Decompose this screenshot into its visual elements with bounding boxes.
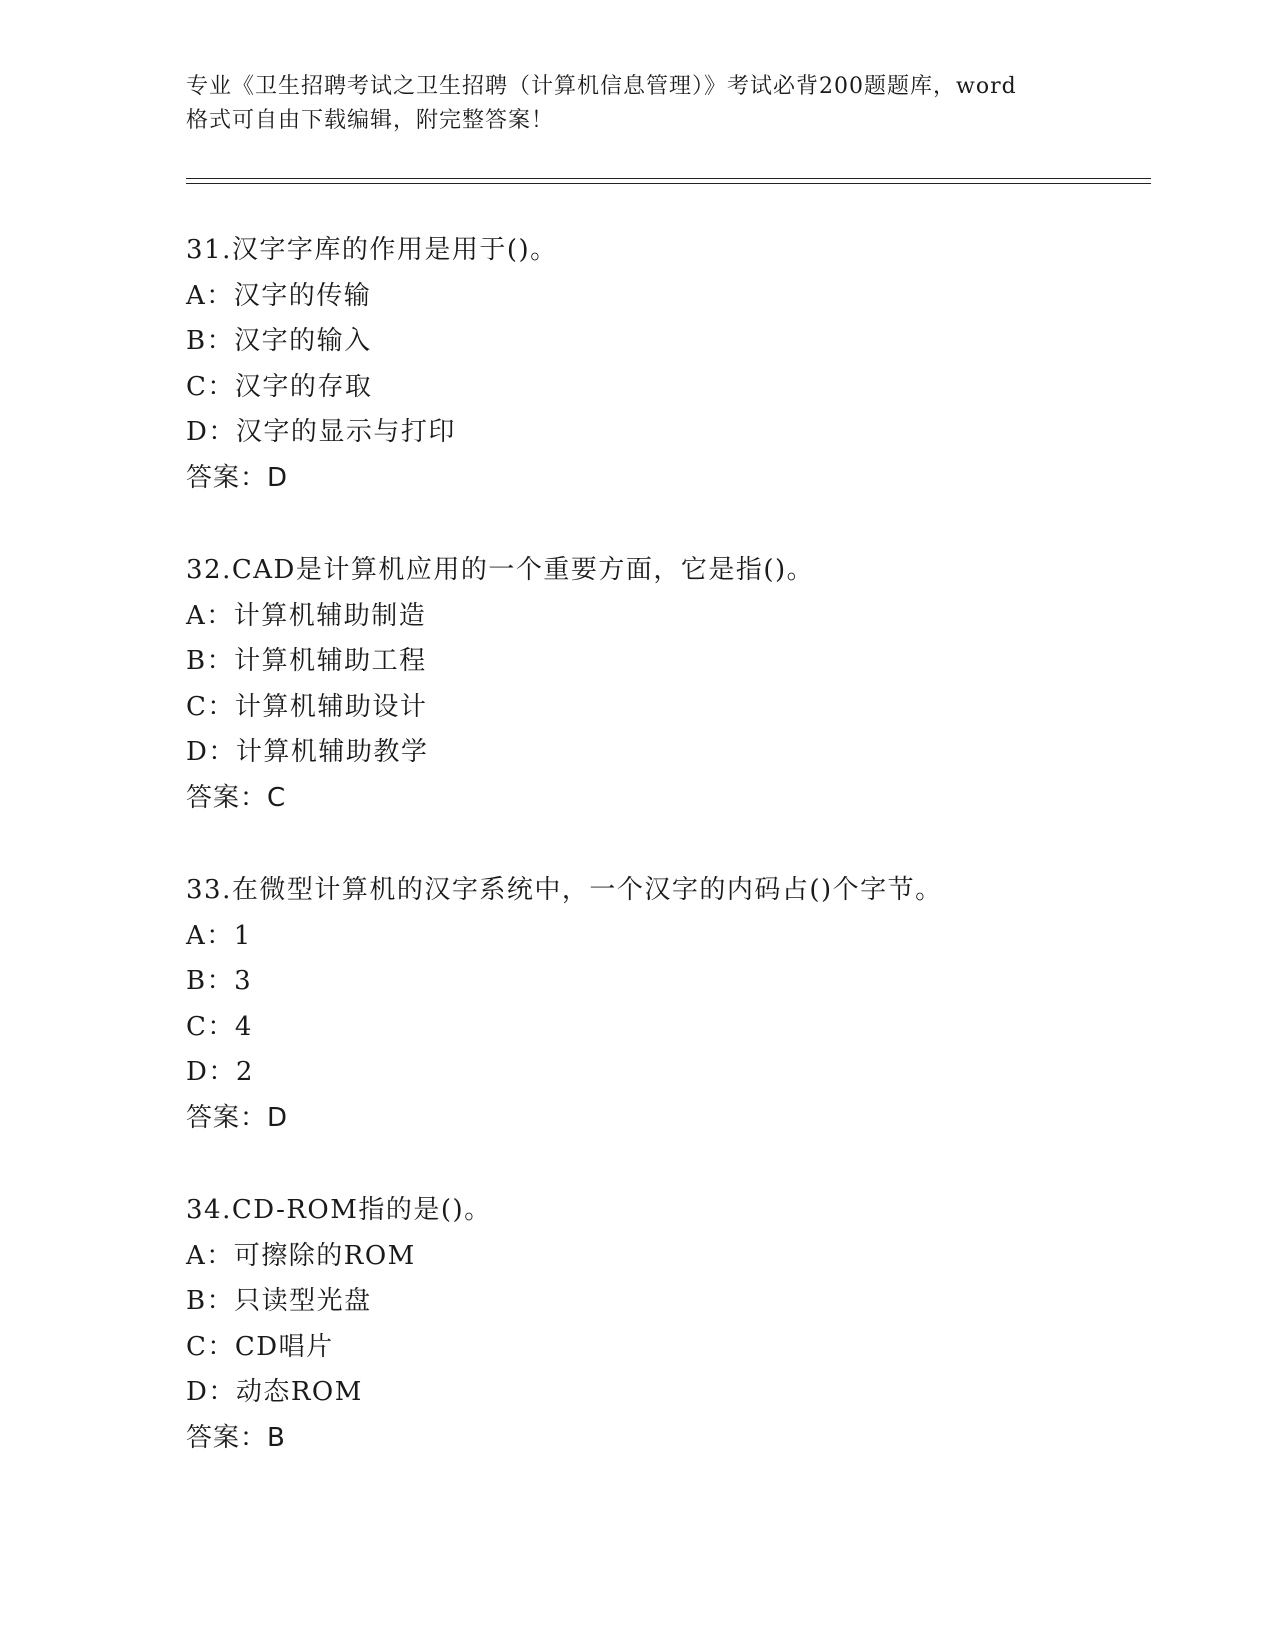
option-letter: C：	[186, 371, 235, 402]
option-d	[186, 1370, 1146, 1416]
header-divider-top	[186, 178, 1151, 179]
option-text: 计算机辅助设计	[234, 691, 428, 722]
option-letter: A：	[186, 280, 234, 311]
option-letter: C：	[186, 1011, 235, 1042]
option-letter: A：	[186, 600, 234, 631]
option-text: 汉字的显示与打印	[235, 417, 456, 447]
option-d	[186, 730, 1146, 776]
header-divider-bottom	[186, 183, 1151, 184]
header-title-line-2: 格式可自由下载编辑，附完整答案！	[186, 108, 555, 133]
option-c	[186, 1005, 1146, 1051]
option-d	[186, 1050, 1146, 1096]
answer-line: 答案：D	[186, 1102, 289, 1133]
option-letter: A：	[186, 1240, 234, 1271]
option-letter: B：	[186, 326, 235, 356]
answer-line: 答案：B	[186, 1422, 286, 1453]
option-letter: A：	[186, 920, 234, 951]
option-text: 可擦除的ROM	[233, 1240, 416, 1271]
option-a	[186, 1234, 1146, 1280]
option-b	[186, 639, 1146, 685]
option-text: CD唱片	[234, 1331, 334, 1362]
option-text: 2	[235, 1057, 254, 1087]
option-d	[186, 410, 1146, 456]
option-letter: C：	[186, 1331, 235, 1362]
document-header	[186, 70, 1086, 138]
question-33	[186, 868, 1146, 1188]
option-letter: D：	[186, 1057, 236, 1087]
option-text: 计算机辅助制造	[233, 600, 427, 631]
option-text: 汉字的传输	[233, 280, 372, 311]
question-stem: 31.汉字字库的作用是用于()。	[186, 235, 558, 265]
option-b	[186, 319, 1146, 365]
option-text: 汉字的输入	[234, 326, 372, 356]
question-32	[186, 548, 1146, 868]
option-text: 计算机辅助教学	[235, 737, 429, 767]
option-b	[186, 959, 1146, 1005]
option-text: 4	[234, 1011, 253, 1042]
option-a	[186, 594, 1146, 640]
option-letter: C：	[186, 691, 235, 722]
option-a	[186, 274, 1146, 320]
header-title-line-1: 专业《卫生招聘考试之卫生招聘（计算机信息管理）》考试必背200题题库，word	[186, 74, 1017, 99]
question-34	[186, 1188, 1146, 1508]
option-text: 1	[233, 920, 252, 951]
option-letter: D：	[186, 737, 236, 767]
answer-line: 答案：C	[186, 782, 287, 813]
option-text: 3	[234, 966, 253, 996]
option-c	[186, 685, 1146, 731]
question-stem: 32.CAD是计算机应用的一个重要方面，它是指()。	[186, 555, 815, 585]
option-text: 动态ROM	[235, 1377, 363, 1407]
option-letter: D：	[186, 417, 236, 447]
option-a	[186, 914, 1146, 960]
question-list	[186, 228, 1146, 1508]
option-b	[186, 1279, 1146, 1325]
question-stem: 33.在微型计算机的汉字系统中，一个汉字的内码占()个字节。	[186, 875, 943, 905]
option-text: 只读型光盘	[234, 1286, 372, 1316]
option-c	[186, 365, 1146, 411]
option-letter: D：	[186, 1377, 236, 1407]
option-c	[186, 1325, 1146, 1371]
option-letter: B：	[186, 966, 235, 996]
question-31	[186, 228, 1146, 548]
option-text: 计算机辅助工程	[234, 646, 427, 676]
answer-line: 答案：D	[186, 462, 289, 493]
option-text: 汉字的存取	[234, 371, 373, 402]
option-letter: B：	[186, 646, 235, 676]
option-letter: B：	[186, 1286, 235, 1316]
question-stem: 34.CD-ROM指的是()。	[186, 1195, 492, 1225]
